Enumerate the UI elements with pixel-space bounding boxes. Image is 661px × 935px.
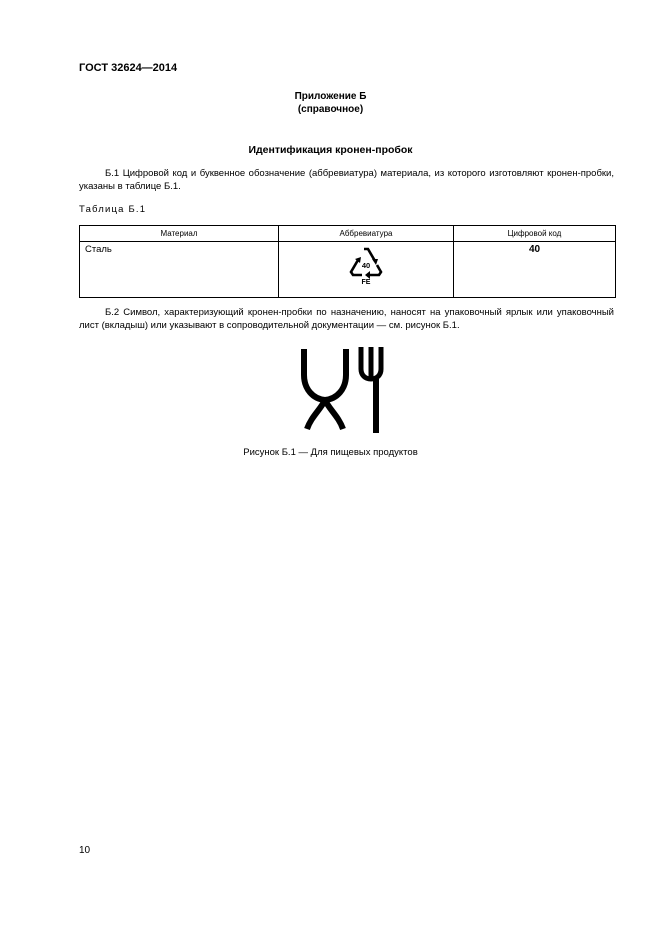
recycle-code: 40 [361,261,371,270]
food-symbol-figure [299,345,389,440]
header-abbreviation: Аббревиатура [279,226,454,242]
code-value: 40 [528,244,541,255]
recycle-triangle-icon [348,246,384,282]
glass-and-fork-icon [299,345,389,435]
code-cell [454,242,616,298]
abbreviation-cell [279,242,454,298]
section-title: Идентификация кронен-пробок [248,144,413,156]
table-header-row [80,226,616,242]
material-value: Сталь [85,244,112,255]
document-header: ГОСТ 32624—2014 [79,62,178,74]
table-caption: Таблица Б.1 [79,204,147,215]
paragraph-b2 [79,306,614,332]
figure-caption: Рисунок Б.1 — Для пищевых продуктов [243,447,418,458]
appendix-title: Приложение Б [294,91,367,102]
header-material: Материал [80,226,279,242]
material-cell [80,242,279,298]
recycle-abbreviation: FE [361,279,371,286]
paragraph-b1-text: Б.1 Цифровой код и буквенное обозначение (аббревиатура) материала, из которого изготовляют кронен-пробки, указаны в таблице Б.1. [79,168,614,192]
paragraph-b1 [79,167,614,193]
appendix-heading [0,90,661,116]
header-code: Цифровой код [454,226,616,242]
appendix-status: (справочное) [297,104,364,115]
table-row [80,242,616,298]
materials-table [79,225,616,298]
page-number: 10 [79,845,91,856]
paragraph-b2-text: Б.2 Символ, характеризующий кронен-пробки по назначению, наносят на упаковочный ярлык или упаковочный лист (вкладыш) или указывают в сопроводительной документации — см. рисунок Б.1. [79,307,614,331]
